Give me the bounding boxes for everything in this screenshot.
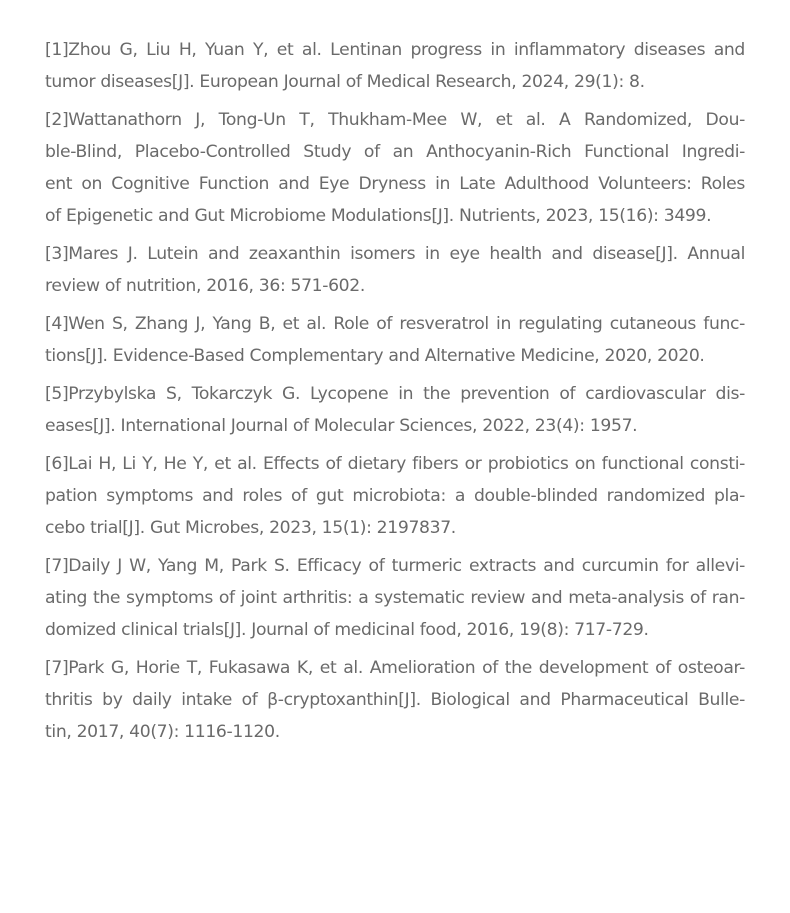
reference-item <box>45 308 745 372</box>
reference-line: review of nutrition, 2016, 36: 571-602. <box>45 276 365 296</box>
reference-line: cebo trial[J]. Gut Microbes, 2023, 15(1): 2197837. <box>45 518 456 538</box>
reference-line: [3]Mares J. Lutein and zeaxanthin isomers in eye health and disease[J]. Annual <box>45 244 745 264</box>
reference-line: tin, 2017, 40(7): 1116-1120. <box>45 722 280 742</box>
reference-item <box>45 550 745 646</box>
reference-line: tions[J]. Evidence-Based Complementary and Alternative Medicine, 2020, 2020. <box>45 346 705 366</box>
reference-line: tumor diseases[J]. European Journal of Medical Research, 2024, 29(1): 8. <box>45 72 645 92</box>
reference-line: [4]Wen S, Zhang J, Yang B, et al. Role of resveratrol in regulating cutaneous func- <box>45 314 745 334</box>
reference-line: [6]Lai H, Li Y, He Y, et al. Effects of dietary fibers or probiotics on functional consti- <box>45 454 745 474</box>
reference-item <box>45 238 745 302</box>
reference-line: [7]Daily J W, Yang M, Park S. Efficacy of turmeric extracts and curcumin for allevi- <box>45 556 745 576</box>
reference-line: [2]Wattanathorn J, Tong-Un T, Thukham-Mee W, et al. A Randomized, Dou- <box>45 110 745 130</box>
reference-line: ating the symptoms of joint arthritis: a systematic review and meta-analysis of ran- <box>45 588 745 608</box>
reference-item <box>45 104 745 232</box>
reference-line: [5]Przybylska S, Tokarczyk G. Lycopene in the prevention of cardiovascular dis- <box>45 384 745 404</box>
reference-line: ent on Cognitive Function and Eye Dryness in Late Adulthood Volunteers: Roles <box>45 174 745 194</box>
reference-item <box>45 652 745 748</box>
reference-line: [1]Zhou G, Liu H, Yuan Y, et al. Lentinan progress in inflammatory diseases and <box>45 40 745 60</box>
reference-line: of Epigenetic and Gut Microbiome Modulations[J]. Nutrients, 2023, 15(16): 3499. <box>45 206 712 226</box>
reference-list <box>45 34 745 754</box>
reference-line: pation symptoms and roles of gut microbiota: a double-blinded randomized pla- <box>45 486 745 506</box>
reference-item <box>45 448 745 544</box>
reference-item <box>45 378 745 442</box>
reference-line: ble-Blind, Placebo-Controlled Study of an Anthocyanin-Rich Functional Ingredi- <box>45 142 745 162</box>
reference-item <box>45 34 745 98</box>
reference-line: domized clinical trials[J]. Journal of medicinal food, 2016, 19(8): 717-729. <box>45 620 649 640</box>
reference-line: [7]Park G, Horie T, Fukasawa K, et al. Amelioration of the development of osteoar- <box>45 658 745 678</box>
reference-line: thritis by daily intake of β-cryptoxanthin[J]. Biological and Pharmaceutical Bulle- <box>45 690 745 710</box>
reference-line: eases[J]. International Journal of Molecular Sciences, 2022, 23(4): 1957. <box>45 416 638 436</box>
